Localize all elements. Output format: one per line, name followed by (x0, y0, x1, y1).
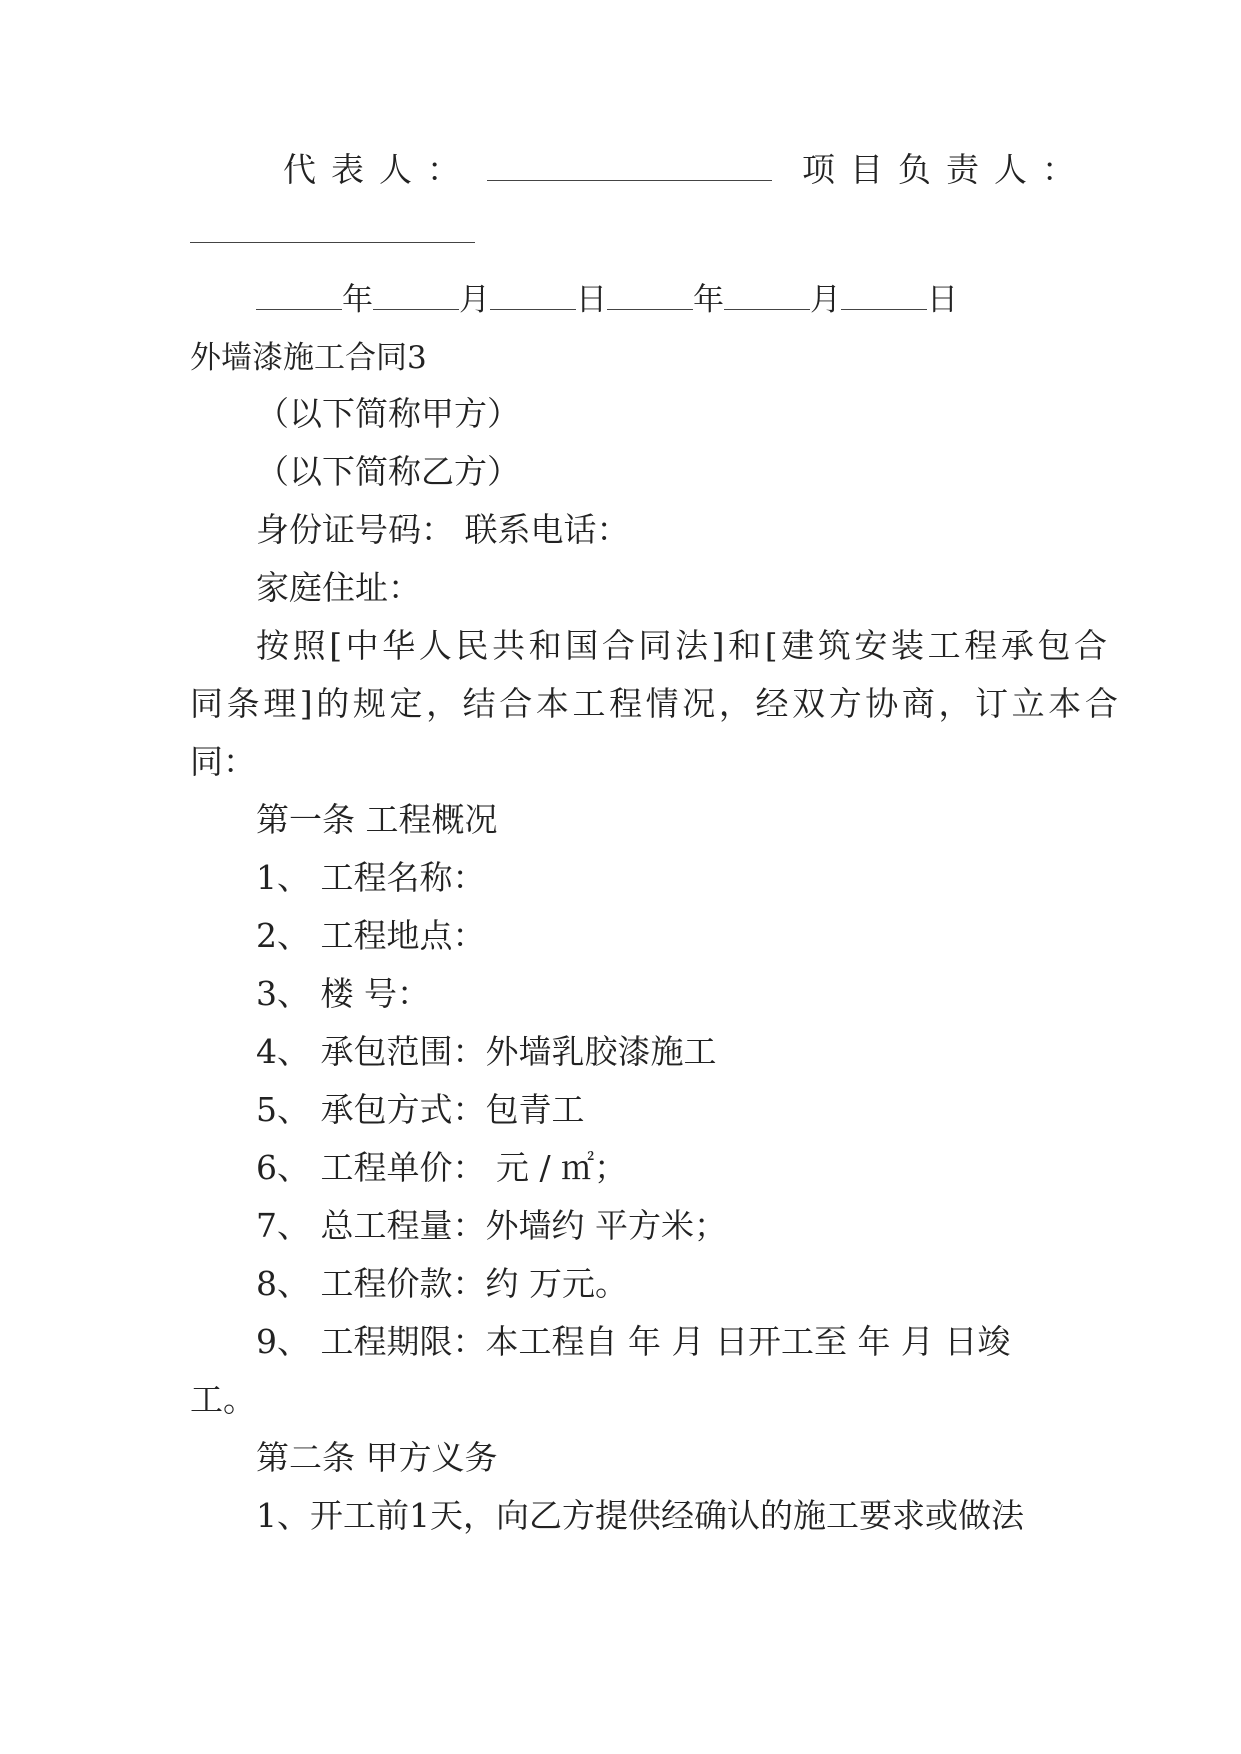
address-line: 家庭住址： (256, 568, 421, 607)
project-leader-label: 项目负责人： (802, 150, 1090, 189)
article-2-item-1: 1、开工前1天，向乙方提供经确认的施工要求或做法 (256, 1496, 1024, 1535)
intro-paragraph-line-2: 同条理]的规定，结合本工程情况，经双方协商，订立本合 (190, 684, 1122, 723)
document-title: 外墙漆施工合同3 (190, 340, 427, 376)
party-a-note: （以下简称甲方） (256, 394, 520, 433)
party-b-note: （以下简称乙方） (256, 452, 520, 491)
list-item: 8、 工程价款：约 万元。 (256, 1264, 628, 1303)
month-label: 月 (459, 282, 490, 318)
date-blank (256, 279, 342, 310)
day-label: 日 (927, 282, 958, 318)
date-blank (607, 279, 693, 310)
month-label: 月 (810, 282, 841, 318)
list-item: 7、 总工程量：外墙约 平方米； (256, 1206, 727, 1245)
list-item: 5、 承包方式：包青工 (256, 1090, 585, 1129)
date-blank (373, 279, 459, 310)
intro-paragraph-line-1: 按照[中华人民共和国合同法]和[建筑安装工程承包合 (256, 626, 1111, 665)
list-item-9-line-1: 9、 工程期限：本工程自 年 月 日开工至 年 月 日竣 (256, 1322, 1011, 1361)
project-leader-blank (190, 212, 475, 243)
representative-label: 代表人： (283, 150, 475, 189)
list-item: 3、 楼 号： (256, 974, 430, 1013)
day-label: 日 (576, 282, 607, 318)
date-blank (724, 279, 810, 310)
list-item: 4、 承包范围：外墙乳胶漆施工 (256, 1032, 717, 1071)
year-label: 年 (342, 282, 373, 318)
id-phone-line: 身份证号码： 联系电话： (256, 510, 630, 549)
intro-paragraph-line-3: 同： (190, 742, 256, 781)
signature-line (283, 148, 1143, 192)
date-blank (841, 279, 927, 310)
list-item: 1、 工程名称： (256, 858, 486, 897)
date-line (256, 278, 1116, 322)
project-leader-blank-line (190, 210, 1050, 254)
list-item: 6、 工程单价： 元 / ㎡； (256, 1148, 628, 1187)
article-1-heading: 第一条 工程概况 (256, 800, 498, 839)
article-2-heading: 第二条 甲方义务 (256, 1438, 498, 1477)
list-item-9-line-2: 工。 (190, 1380, 256, 1419)
representative-blank (487, 150, 772, 181)
list-item: 2、 工程地点： (256, 916, 486, 955)
date-blank (490, 279, 576, 310)
year-label: 年 (693, 282, 724, 318)
